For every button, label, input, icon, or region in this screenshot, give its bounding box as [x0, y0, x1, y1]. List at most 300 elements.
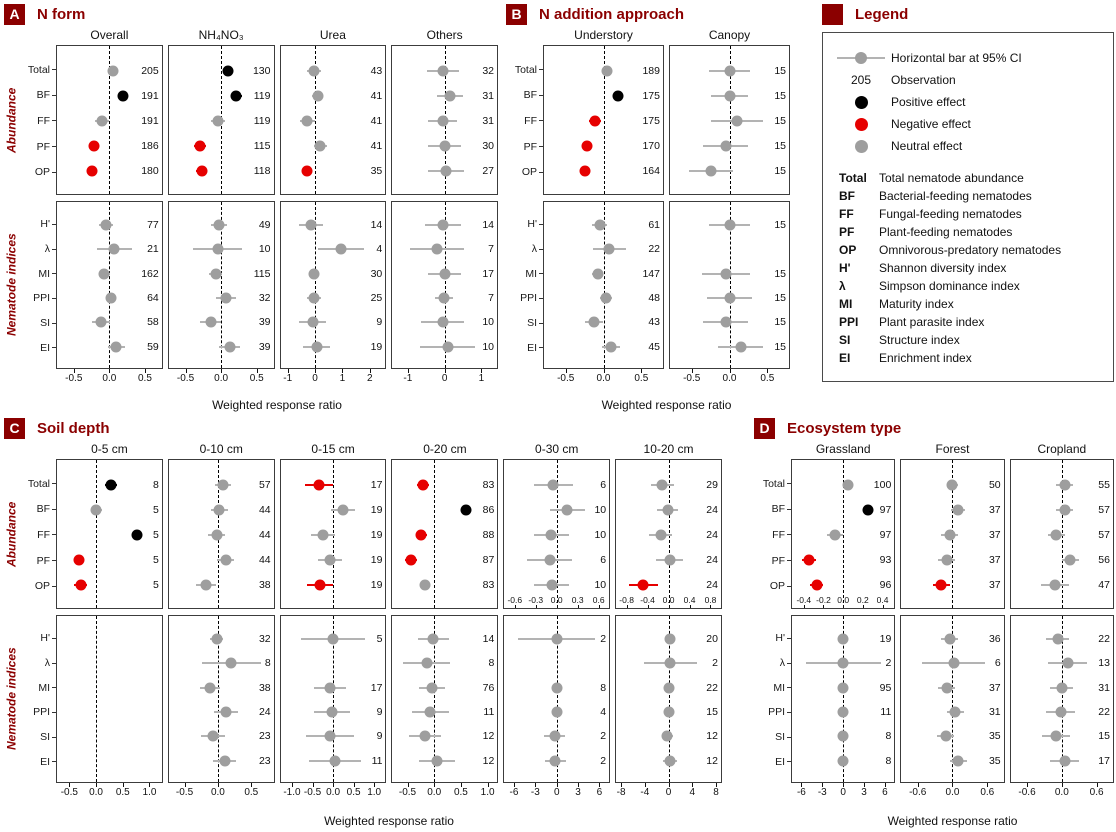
legend-abbreviation — [831, 169, 1105, 187]
subpanel-title: Urea — [319, 28, 346, 42]
plot-row — [281, 749, 386, 773]
axis-tick-label: 1.0 — [367, 787, 382, 798]
observation-count: 11 — [880, 706, 892, 719]
x-axis — [669, 369, 790, 385]
axis-tick-label: -1 — [403, 373, 413, 384]
observation-count: 29 — [706, 478, 718, 491]
observation-count: 12 — [706, 730, 718, 743]
row-label: EI — [19, 335, 56, 360]
effect-dot — [724, 90, 735, 101]
row-label: Total — [506, 57, 543, 83]
observation-count: 175 — [642, 115, 660, 127]
observation-count: 119 — [253, 89, 271, 102]
axis-tick-label: 0.0 — [596, 373, 611, 384]
plot-row — [792, 651, 894, 675]
observation-count: 27 — [482, 165, 494, 178]
observation-count: 19 — [879, 633, 892, 646]
abbreviation-key: EI — [839, 351, 851, 365]
plot-row — [169, 108, 274, 133]
observation-count: 9 — [376, 706, 383, 719]
observation-count: 93 — [879, 554, 892, 567]
axis-tick-label: 0.0 — [427, 787, 442, 798]
abundance-plot-box — [503, 459, 610, 609]
effect-dot — [432, 755, 443, 766]
observation-count: 30 — [370, 267, 383, 280]
subpanel-others — [391, 28, 498, 398]
axis-tick-label: 1 — [478, 373, 485, 384]
plot-row — [169, 497, 274, 522]
axis-tick — [536, 605, 537, 608]
plot-row — [169, 335, 274, 359]
effect-dot — [335, 244, 346, 255]
plot-row — [281, 573, 386, 598]
panel-n-form — [4, 2, 498, 414]
effect-dot — [664, 682, 675, 693]
panel-header — [4, 416, 722, 440]
observation-count: 47 — [1098, 579, 1110, 592]
group-label-indices-wrap — [4, 615, 19, 783]
plot-row — [504, 627, 609, 651]
legend-item-label: Observation — [891, 73, 956, 87]
effect-dot — [1056, 682, 1067, 693]
axis-tick-label: -0.5 — [65, 373, 83, 384]
effect-dot — [936, 580, 947, 591]
observation-count: 38 — [258, 579, 271, 592]
legend-title: Legend — [855, 5, 909, 23]
group-label-abundance: Abundance — [4, 87, 19, 153]
effect-dot — [211, 634, 222, 645]
effect-dot — [97, 116, 108, 127]
effect-dot — [664, 555, 675, 566]
plot-row — [792, 627, 894, 651]
plot-row — [670, 108, 789, 133]
observation-count: 8 — [885, 754, 892, 767]
effect-dot — [838, 634, 849, 645]
row-label: OP — [506, 159, 543, 185]
abbreviation-definition: Plant-feeding nematodes — [879, 225, 1013, 239]
row-label: Total — [19, 57, 56, 83]
observation-count: 15 — [774, 316, 786, 329]
effect-dot — [803, 555, 814, 566]
effect-dot — [324, 731, 335, 742]
axis-tick-label: -0.5 — [683, 373, 701, 384]
observation-count: 43 — [370, 64, 383, 77]
observation-count: 205 — [141, 64, 159, 77]
effect-dot — [75, 580, 86, 591]
x-axis — [1010, 783, 1114, 799]
subpanel-0-10-cm — [168, 442, 275, 814]
plot-row — [57, 262, 162, 286]
abbreviation-definition: Fungal-feeding nematodes — [879, 207, 1022, 221]
inner-axis — [792, 594, 894, 608]
axis-tick-label: -6 — [796, 787, 806, 798]
indices-plot-box — [168, 615, 275, 783]
observation-count: 8 — [152, 478, 159, 491]
effect-dot — [439, 141, 450, 152]
plot-row — [670, 213, 789, 237]
observation-count: 147 — [642, 267, 660, 280]
plot-row — [670, 335, 789, 359]
effect-dot — [212, 244, 223, 255]
observation-count: 32 — [258, 292, 271, 305]
panel-n-addition-approach — [506, 2, 790, 414]
plot-row — [544, 134, 663, 159]
subpanel-0-5-cm — [56, 442, 163, 814]
subpanel-urea — [280, 28, 387, 398]
plot-row — [281, 472, 386, 497]
effect-dot — [309, 268, 320, 279]
effect-dot — [830, 530, 841, 541]
plot-row — [169, 724, 274, 748]
effect-dot — [328, 634, 339, 645]
legend-item-label: Negative effect — [891, 117, 971, 131]
effect-dot — [1051, 530, 1062, 541]
effect-dot — [546, 530, 557, 541]
neutral-dot-icon — [855, 140, 868, 153]
effect-dot — [132, 530, 143, 541]
legend-panel — [822, 2, 1114, 382]
effect-dot — [720, 268, 731, 279]
effect-dot — [1052, 634, 1063, 645]
axis-tick-label: 0 — [441, 373, 448, 384]
plot-row — [392, 159, 497, 184]
plot-row — [792, 749, 894, 773]
plot-row — [670, 310, 789, 334]
panel-body — [754, 442, 1114, 830]
observation-count: 180 — [141, 165, 159, 178]
observation-count: 83 — [482, 478, 495, 491]
subpanel-0-20-cm — [391, 442, 498, 814]
plot-row — [281, 286, 386, 310]
axis-tick-label: 3 — [861, 787, 867, 798]
legend-abbreviation — [831, 295, 1105, 313]
effect-dot — [592, 268, 603, 279]
legend-abbreviation — [831, 331, 1105, 349]
observation-count: 24 — [706, 503, 718, 516]
axis-tick-label: -1 — [283, 373, 293, 384]
observation-count: 38 — [258, 681, 271, 694]
legend-abbreviations — [831, 169, 1105, 367]
axis-tick-label: -0.3 — [528, 595, 544, 605]
observation-count: 44 — [258, 554, 271, 567]
effect-dot — [638, 580, 649, 591]
effect-dot — [548, 479, 559, 490]
effect-dot — [107, 65, 118, 76]
plot-row — [169, 286, 274, 310]
panel-body — [4, 28, 498, 414]
plot-row — [544, 286, 663, 310]
subpanel-row — [56, 28, 498, 398]
x-axis — [168, 369, 275, 385]
effect-dot — [442, 341, 453, 352]
plot-row — [792, 700, 894, 724]
x-axis-label: Weighted response ratio — [601, 398, 732, 412]
plot-row — [169, 676, 274, 700]
abbreviation-key: H' — [839, 261, 851, 275]
row-label: H' — [19, 212, 56, 237]
abundance-plot-box — [391, 459, 498, 609]
spacer — [4, 28, 19, 45]
observation-count: 10 — [594, 579, 607, 592]
observation-count: 76 — [482, 681, 495, 694]
effect-dot — [195, 141, 206, 152]
spacer — [754, 442, 791, 459]
plot-row — [57, 159, 162, 184]
row-label: BF — [19, 497, 56, 523]
abbreviation-definition: Simpson dominance index — [879, 279, 1020, 293]
plot-row — [392, 651, 497, 675]
observation-count: 30 — [482, 140, 494, 153]
plot-row — [281, 700, 386, 724]
observation-count: 44 — [258, 529, 271, 541]
effect-dot — [419, 580, 430, 591]
effect-dot — [940, 731, 951, 742]
effect-dot — [1059, 479, 1070, 490]
effect-dot — [662, 731, 673, 742]
effect-dot — [327, 707, 338, 718]
observation-count: 100 — [873, 478, 892, 491]
plot-row — [57, 58, 162, 83]
abbreviation-definition: Omnivorous-predatory nematodes — [879, 243, 1062, 257]
panel-letter-badge: D — [754, 418, 775, 439]
legend-item-label: Positive effect — [891, 95, 966, 109]
plot-row — [544, 159, 663, 184]
x-axis — [391, 369, 498, 385]
effect-dot — [838, 755, 849, 766]
observation-count: 119 — [253, 115, 271, 127]
legend-badge — [822, 4, 843, 25]
plot-row — [544, 237, 663, 261]
observation-count: 87 — [482, 554, 495, 567]
observation-count: 186 — [141, 140, 159, 153]
x-axis — [791, 783, 895, 799]
subpanel-columns — [56, 442, 722, 830]
observation-count: 13 — [1098, 657, 1110, 670]
observation-count: 9 — [376, 316, 383, 329]
neutral-dot-icon — [855, 52, 867, 64]
panel-header — [506, 2, 790, 26]
panel-title: N form — [37, 5, 86, 23]
plot-row — [281, 627, 386, 651]
observation-count: 8 — [264, 657, 271, 670]
abundance-plot-box — [791, 459, 895, 609]
plot-row — [57, 548, 162, 573]
ci-bar-sample — [837, 57, 885, 59]
axis-tick-label: -0.5 — [176, 373, 195, 384]
abundance-plot-box — [56, 45, 163, 195]
axis-tick — [883, 605, 884, 608]
subpanel-title: Cropland — [1037, 442, 1087, 456]
subpanel-row — [791, 442, 1114, 814]
effect-dot — [212, 116, 223, 127]
effect-dot — [724, 65, 735, 76]
axis-tick-label: 1.0 — [142, 787, 157, 798]
plot-row — [57, 237, 162, 261]
axis-tick-label: -0.5 — [557, 373, 575, 384]
row-label: PF — [754, 548, 791, 574]
axis-tick-label: 0.5 — [346, 787, 361, 798]
plot-row — [169, 573, 274, 598]
observation-count: 2 — [712, 657, 718, 670]
observation-count: 32 — [482, 64, 494, 77]
abbreviation-definition: Total nematode abundance — [879, 171, 1024, 185]
abundance-plot-box — [168, 459, 275, 609]
effect-dot — [309, 65, 320, 76]
effect-dot — [74, 555, 85, 566]
observation-count: 115 — [253, 267, 271, 280]
row-label: SI — [506, 311, 543, 336]
effect-dot — [437, 317, 448, 328]
observation-count: 37 — [988, 503, 1001, 516]
axis-tick-label: -3 — [817, 787, 827, 798]
observation-count: 32 — [258, 633, 271, 646]
row-label: FF — [19, 522, 56, 548]
x-axis-label: Weighted response ratio — [212, 398, 342, 412]
indices-row-labels — [506, 201, 543, 369]
legend-item — [831, 135, 1105, 157]
observation-count: 19 — [370, 529, 383, 541]
plot-row — [169, 749, 274, 773]
abbreviation-key: MI — [839, 297, 853, 311]
indices-plot-box — [791, 615, 895, 783]
group-label-indices-wrap — [4, 201, 19, 369]
axis-tick-label: 0.6 — [1089, 787, 1104, 798]
effect-dot — [224, 341, 235, 352]
x-axis — [56, 369, 163, 385]
plot-row — [281, 548, 386, 573]
effect-dot — [95, 317, 106, 328]
effect-dot — [579, 166, 590, 177]
plot-row — [792, 497, 894, 522]
subpanel-title: Forest — [935, 442, 970, 456]
effect-dot — [338, 504, 349, 515]
plot-row — [670, 286, 789, 310]
plot-row — [504, 522, 609, 547]
observation-count: 17 — [482, 267, 494, 280]
observation-count: 64 — [147, 292, 159, 305]
effect-dot — [724, 220, 735, 231]
effect-dot — [307, 317, 318, 328]
axis-tick-label: 0.0 — [1054, 787, 1069, 798]
abundance-plot-box — [900, 459, 1004, 609]
plot-row — [392, 262, 497, 286]
plot-row — [1011, 497, 1113, 522]
row-label: PPI — [754, 700, 791, 725]
effect-dot — [724, 293, 735, 304]
plot-row — [544, 310, 663, 334]
effect-dot — [105, 479, 116, 490]
plot-row — [57, 83, 162, 108]
plot-row — [544, 108, 663, 133]
observation-count: 6 — [600, 478, 607, 491]
plot-row — [670, 262, 789, 286]
axis-tick-label: 8 — [713, 787, 719, 798]
plot-row — [504, 548, 609, 573]
observation-count: 31 — [482, 89, 494, 102]
effect-dot — [214, 220, 225, 231]
plot-row — [57, 472, 162, 497]
x-axis — [168, 783, 275, 799]
plot-row — [169, 472, 274, 497]
plot-row — [57, 627, 162, 651]
plot-row — [392, 83, 497, 108]
axis-tick-label: 0.3 — [571, 595, 584, 605]
subpanel-title: 0-20 cm — [423, 442, 467, 456]
observation-count: 15 — [774, 140, 786, 153]
observation-count: 189 — [642, 64, 660, 77]
abbreviation-key: PF — [839, 225, 855, 239]
axis-tick-label: 4 — [689, 787, 696, 798]
axis-tick-label: 0.5 — [453, 787, 468, 798]
plot-row — [57, 676, 162, 700]
observation-count: 15 — [774, 340, 786, 353]
abundance-plot-box — [615, 459, 722, 609]
effect-dot — [838, 707, 849, 718]
plot-row — [504, 676, 609, 700]
subpanel-title: Understory — [574, 28, 633, 42]
effect-dot — [306, 220, 317, 231]
legend-abbreviation — [831, 259, 1105, 277]
axis-tick-label: -0.8 — [619, 595, 634, 605]
indices-row-labels — [19, 201, 56, 369]
effect-dot — [315, 141, 326, 152]
plot-row — [1011, 700, 1113, 724]
inner-axis — [616, 594, 721, 608]
axis-tick — [669, 605, 670, 608]
observation-count: 6 — [994, 657, 1001, 670]
plot-row — [57, 497, 162, 522]
effect-dot — [317, 530, 328, 541]
observation-count: 83 — [482, 579, 495, 592]
effect-dot — [941, 555, 952, 566]
plot-row — [392, 310, 497, 334]
row-label: λ — [19, 237, 56, 262]
plot-row — [670, 159, 789, 184]
effect-dot — [705, 166, 716, 177]
row-label: MI — [506, 261, 543, 286]
effect-dot — [302, 166, 313, 177]
row-label: λ — [754, 651, 791, 676]
axis-tick-label: -0.4 — [640, 595, 655, 605]
plot-row — [281, 651, 386, 675]
plot-row — [392, 213, 497, 237]
effect-dot — [600, 293, 611, 304]
axis-tick — [599, 605, 600, 608]
abundance-plot-box — [280, 459, 387, 609]
observation-count: 15 — [774, 292, 786, 305]
effect-dot — [562, 504, 573, 515]
panel-body — [4, 442, 722, 830]
effect-dot — [100, 220, 111, 231]
plot-row — [1011, 522, 1113, 547]
observation-count: 19 — [370, 554, 383, 567]
subpanel-title: 0-10 cm — [199, 442, 243, 456]
subpanel-cropland — [1010, 442, 1114, 814]
plot-row — [57, 310, 162, 334]
row-label: SI — [19, 725, 56, 750]
axis-tick-label: -0.5 — [60, 787, 78, 798]
axis-tick — [627, 605, 628, 608]
x-axis — [543, 369, 664, 385]
plot-row — [616, 724, 721, 748]
axis-tick-label: 0.0 — [837, 595, 850, 605]
observation-count: 2 — [600, 633, 607, 646]
legend-abbreviation — [831, 277, 1105, 295]
axis-tick-label: 0.0 — [722, 373, 737, 384]
effect-dot — [1065, 555, 1076, 566]
effect-dot — [1059, 755, 1070, 766]
effect-dot — [311, 341, 322, 352]
